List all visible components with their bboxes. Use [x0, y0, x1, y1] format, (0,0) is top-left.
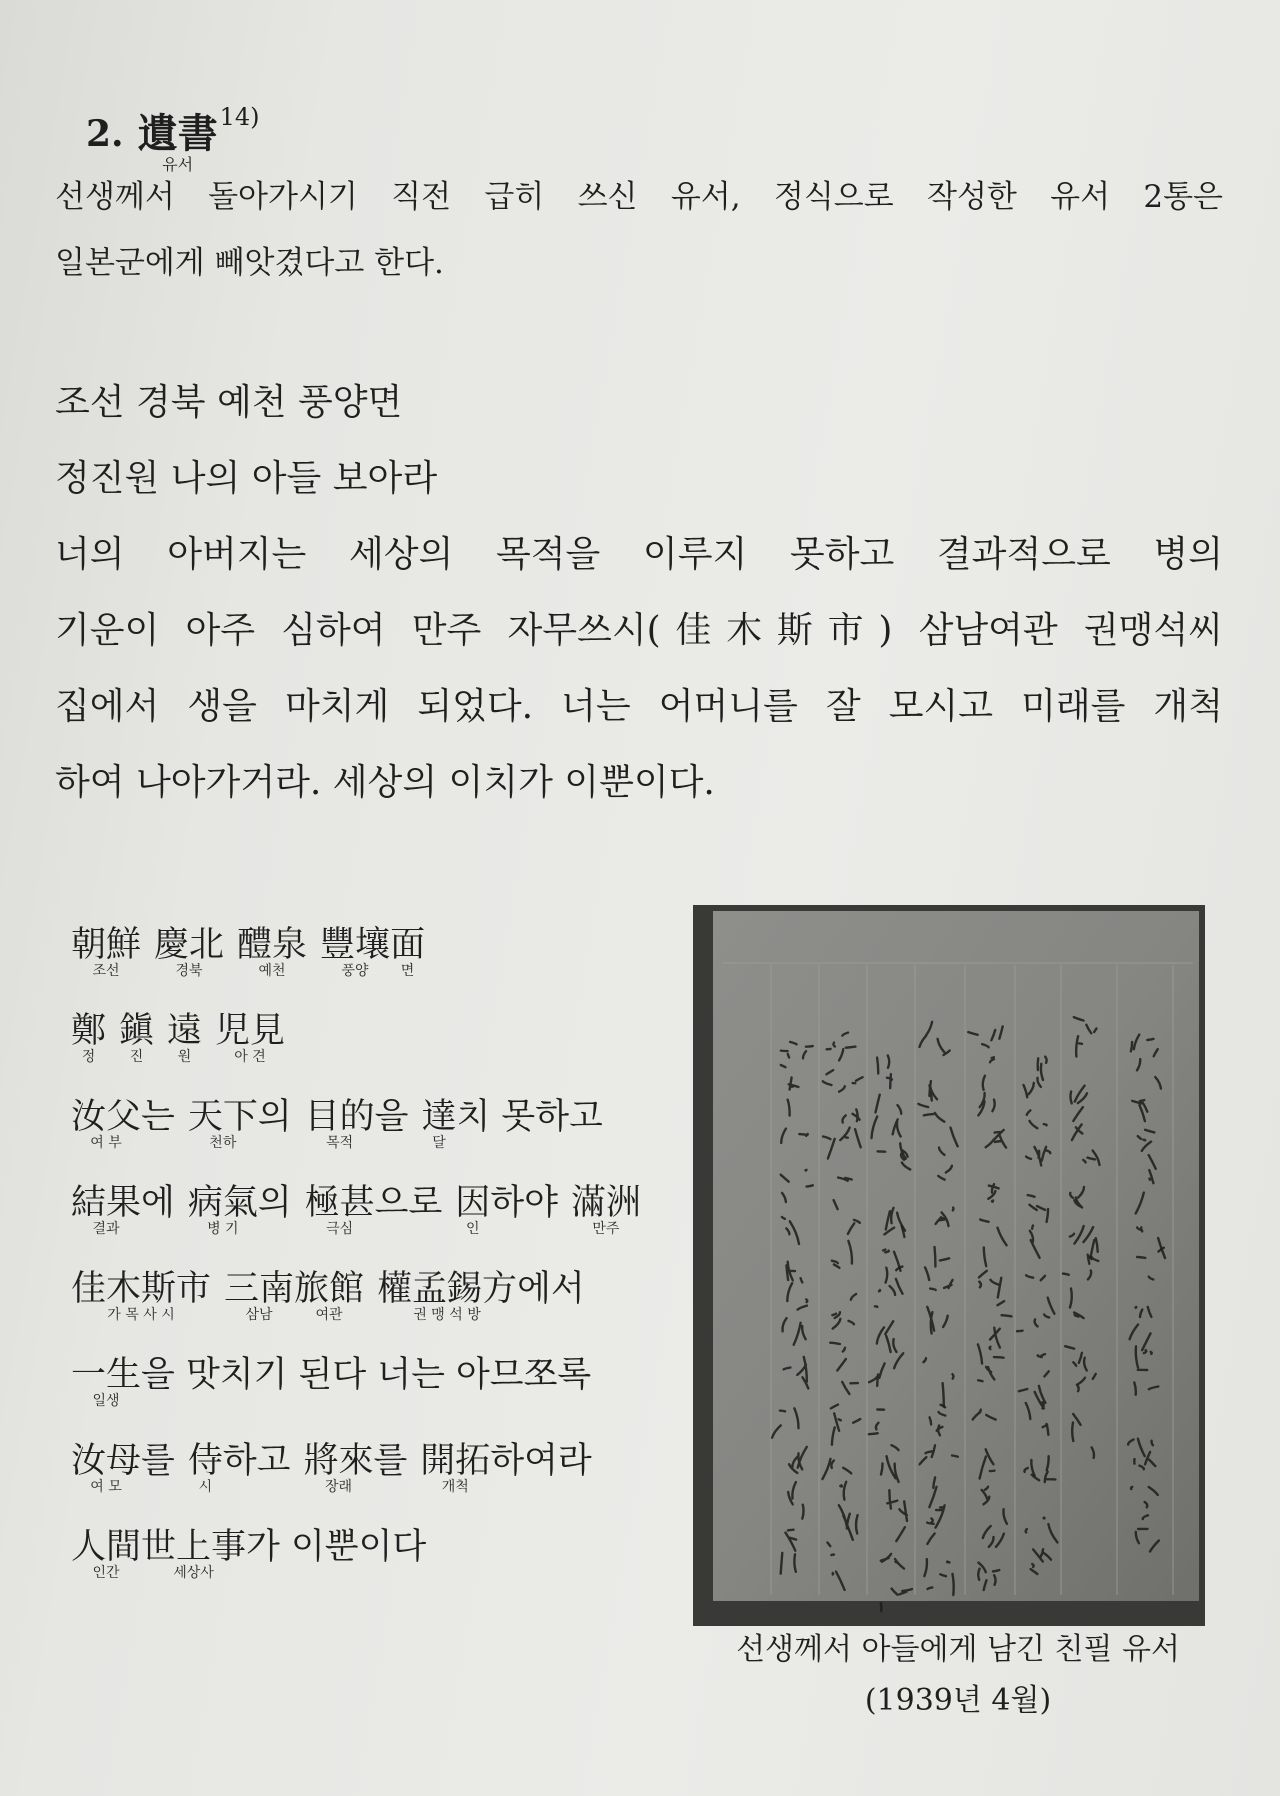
letter-body-line: 집에서 생을 마치게 되었다. 너는 어머니를 잘 모시고 미래를 개척 — [55, 686, 1223, 727]
hangul-reading: 병 기 — [207, 1221, 239, 1237]
hangul-text-run: 으로 — [374, 1183, 443, 1223]
hanja-text: 鎭 — [119, 1011, 155, 1051]
hangul-reading: 여관 — [315, 1307, 343, 1323]
hanja-word — [71, 1010, 106, 1065]
hangul-reading: 여 부 — [90, 1135, 122, 1151]
hanja-text: 慶北 — [154, 925, 225, 965]
hangul-text — [517, 1268, 585, 1310]
hangul-reading: 목적 — [326, 1135, 354, 1151]
hangul-reading: 인 — [466, 1221, 480, 1237]
original-line — [71, 1440, 592, 1526]
hangul-text-run: 에서 — [517, 1269, 585, 1309]
hanja-word — [71, 1096, 141, 1151]
hanja-text: 面 — [390, 925, 426, 965]
hanja-text: 滿洲 — [570, 1183, 641, 1223]
hangul-text-run: 의 — [257, 1183, 292, 1223]
hanja-word — [455, 1182, 490, 1237]
hanja-text: 旅館 — [294, 1269, 365, 1309]
intro-line: 일본군에게 빼앗겼다고 한다. — [55, 245, 444, 281]
hangul-reading: 일생 — [92, 1393, 120, 1409]
hangul-reading: 개척 — [441, 1479, 469, 1495]
section-number: 2. — [86, 113, 124, 155]
hangul-reading: 원 — [177, 1049, 192, 1065]
hangul-text — [223, 1440, 291, 1482]
hangul-text — [141, 1096, 175, 1138]
hangul-reading: 진 — [129, 1049, 144, 1065]
hangul-reading: 인간 — [92, 1565, 120, 1581]
hangul-text-run: 하고 — [222, 1441, 291, 1481]
hanja-word — [224, 1268, 294, 1323]
section-title-hanja: 遺書 — [137, 110, 218, 157]
hangul-text — [141, 1182, 175, 1224]
letter-body-line: 기운이 아주 심하여 만주 자무쓰시(佳木斯市) 삼남여관 권맹석씨 — [55, 610, 1223, 651]
hanja-word — [305, 1096, 375, 1151]
hangul-text — [141, 1354, 591, 1396]
hanja-text: 世上事 — [141, 1527, 247, 1567]
hangul-reading: 만주 — [592, 1221, 620, 1237]
hangul-reading: 풍양 — [341, 963, 369, 979]
hanja-text: 極甚 — [304, 1183, 375, 1223]
hanja-word — [571, 1182, 641, 1237]
hangul-text — [457, 1096, 603, 1138]
hanja-word — [390, 924, 425, 979]
original-line — [71, 1010, 285, 1096]
hanja-word — [71, 1268, 211, 1323]
letter-salutation: 정진원 나의 아들 보아라 — [55, 458, 438, 499]
hangul-text — [375, 1182, 443, 1224]
hangul-text — [375, 1096, 409, 1138]
hanja-word — [237, 924, 307, 979]
original-line — [71, 1182, 641, 1268]
hanja-word — [71, 1526, 141, 1581]
letter-address: 조선 경북 예천 풍양면 — [55, 382, 403, 423]
hangul-reading: 결과 — [92, 1221, 120, 1237]
hanja-word — [320, 924, 390, 979]
hanja-word — [421, 1096, 456, 1151]
hangul-reading: 극심 — [326, 1221, 354, 1237]
hangul-text — [490, 1440, 591, 1482]
hanja-word — [154, 924, 224, 979]
hangul-reading: 권 맹 석 방 — [413, 1307, 481, 1323]
hangul-reading: 경북 — [175, 963, 203, 979]
hanja-text: 將來 — [303, 1441, 374, 1481]
hanja-text: 朝鮮 — [71, 925, 142, 965]
original-line — [71, 1096, 603, 1182]
hanja-word — [167, 1010, 202, 1065]
hanja-word — [119, 1010, 154, 1065]
hangul-reading: 세상사 — [173, 1565, 214, 1581]
hanja-text: 醴泉 — [237, 925, 308, 965]
photo-caption — [693, 1624, 1223, 1726]
hanja-word — [303, 1440, 373, 1495]
hangul-text-run: 에 — [141, 1183, 175, 1223]
hanja-text: 因 — [455, 1183, 491, 1223]
hanja-word — [188, 1182, 258, 1237]
hanja-text: 一生 — [71, 1355, 142, 1395]
handwritten-letter-photo — [693, 905, 1205, 1626]
hangul-reading: 면 — [400, 963, 415, 979]
hanja-text: 遠 — [167, 1011, 203, 1051]
hanja-word — [294, 1268, 364, 1323]
letter-body-line: 하여 나아가거라. 세상의 이치가 이뿐이다. — [55, 762, 715, 803]
hanja-word — [71, 1440, 141, 1495]
hanja-text: 達 — [421, 1097, 457, 1137]
hanja-text: 病氣 — [187, 1183, 258, 1223]
original-line — [71, 1526, 426, 1612]
photo-caption-date: (1939년 4월) — [864, 1683, 1052, 1718]
hanja-text: 人間 — [71, 1527, 142, 1567]
hanja-word — [188, 1096, 258, 1151]
hanja-text: 天下 — [187, 1097, 258, 1137]
hanja-text: 佳木斯市 — [71, 1269, 212, 1309]
hangul-text-run: 는 — [141, 1097, 175, 1137]
hanja-word — [71, 1182, 141, 1237]
hangul-text-run: 가 이뿐이다 — [246, 1527, 427, 1567]
translation-block — [55, 365, 1223, 821]
hangul-text-run: 치 못하고 — [456, 1097, 603, 1137]
letter-paper — [713, 911, 1199, 1601]
hangul-reading: 천하 — [209, 1135, 237, 1151]
hanja-text: 豐壤 — [320, 925, 391, 965]
original-line — [71, 1268, 585, 1354]
hangul-text-run: 의 — [257, 1097, 292, 1137]
photo-caption-title: 선생께서 아들에게 남긴 친필 유서 — [736, 1632, 1180, 1667]
footnote-ref: 14) — [219, 103, 260, 131]
hangul-reading: 아 견 — [234, 1049, 266, 1065]
hanja-word — [141, 1526, 246, 1581]
hangul-reading: 조선 — [92, 963, 120, 979]
hangul-text-run: 을 — [374, 1097, 409, 1137]
hangul-reading: 여 모 — [90, 1479, 122, 1495]
hangul-text-run: 하야 — [490, 1183, 558, 1223]
hanja-text: 汝父 — [71, 1097, 142, 1137]
original-line — [71, 1354, 591, 1440]
hanja-text: 鄭 — [71, 1011, 107, 1051]
letter-body-line: 너의 아버지는 세상의 목적을 이루지 못하고 결과적으로 병의 — [55, 534, 1223, 575]
hangul-text — [246, 1526, 426, 1568]
hanja-text: 目的 — [304, 1097, 375, 1137]
hangul-text — [490, 1182, 558, 1224]
hangul-reading: 정 — [81, 1049, 96, 1065]
hanja-word — [215, 1010, 285, 1065]
hangul-text-run: 를 — [373, 1441, 408, 1481]
intro-paragraph — [55, 164, 1223, 296]
hangul-text — [258, 1182, 292, 1224]
hanja-word — [71, 1354, 141, 1409]
letter-photo-image — [693, 905, 1205, 1626]
hanja-text: 結果 — [71, 1183, 142, 1223]
hangul-reading: 삼남 — [245, 1307, 273, 1323]
section-title-reading: 유서 — [162, 155, 194, 174]
hangul-reading: 예천 — [258, 963, 286, 979]
hangul-text — [141, 1440, 175, 1482]
hangul-reading: 장래 — [324, 1479, 352, 1495]
hangul-reading: 가 목 사 시 — [107, 1307, 175, 1323]
hanja-text: 開拓 — [420, 1441, 491, 1481]
hangul-text — [373, 1440, 407, 1482]
hanja-word — [377, 1268, 517, 1323]
hangul-text-run: 하여라 — [490, 1441, 592, 1481]
hanja-text: 児見 — [215, 1011, 286, 1051]
hangul-reading: 달 — [432, 1135, 446, 1151]
hangul-text-run: 을 맛치기 된다 너는 아므쪼록 — [141, 1355, 592, 1395]
original-line — [71, 924, 425, 1010]
hangul-reading: 시 — [198, 1479, 213, 1495]
hanja-word — [188, 1440, 223, 1495]
hanja-word — [71, 924, 141, 979]
hanja-text: 侍 — [187, 1441, 223, 1481]
hangul-text-run: 를 — [141, 1441, 175, 1481]
hanja-word — [420, 1440, 490, 1495]
intro-line: 선생께서 돌아가시기 직전 급히 쓰신 유서, 정식으로 작성한 유서 2통은 — [55, 179, 1223, 215]
hanja-text: 汝母 — [71, 1441, 142, 1481]
hanja-text: 三南 — [224, 1269, 295, 1309]
hanja-word — [305, 1182, 375, 1237]
hangul-text — [258, 1096, 292, 1138]
hanja-text: 權孟錫方 — [377, 1269, 518, 1309]
